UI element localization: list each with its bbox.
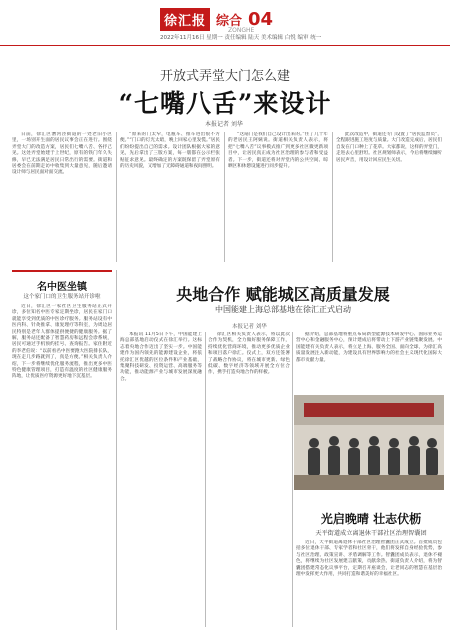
- column-divider: [116, 132, 117, 262]
- lead-kicker: 开放式弄堂大门怎么建: [159, 69, 290, 84]
- header-rule: [0, 45, 450, 46]
- column-divider: [292, 332, 293, 627]
- sidebar-subtitle: 这个家门口的卫生服务站开诊啦: [23, 294, 101, 300]
- middle-subtitle: 中国能建上海总部基地在徐汇正式启动: [215, 305, 351, 314]
- page-number: 04: [248, 8, 274, 30]
- lead-column-4: 此次改造中，街道还专门设置了“居民监督员”，全程跟进施工进度与质量。大门改造完成后，居民们自发在门口种上了花草。大家都说，这样的弄堂门，走进去心里舒坦。社区规划师表示，今后将继续倾听居民声音，用设计回应民生关切。: [336, 132, 442, 163]
- event-photo: [294, 395, 444, 490]
- lead-byline: 本报记者 刘华: [205, 121, 243, 128]
- section-badge: 徐汇报: [160, 8, 210, 31]
- column-divider: [116, 270, 117, 630]
- sidebar-headline: 名中医坐镇: [37, 282, 87, 293]
- section-small: ZONGHE: [228, 27, 255, 34]
- middle-column-2: 徐汇区相关负责人表示，将以此次合作为契机，全力做好服务保障工作，持续优化营商环境，推动更多优质企业和项目落户徐汇。仪式上，双方还签署了战略合作协议，将在城市更新、绿色低碳、数字经济等领域开展全方位合作，携手打造央地合作的样板。: [208, 332, 290, 376]
- event-photo-image: [294, 395, 444, 490]
- lead-column-1: 日前，徐汇区漕河泾街道的一处老旧小区里，一场别开生面的居民议事会正在进行。围绕弄堂大门的改造方案，居民们七嘴八舌、各抒己见。这处弄堂始建于上世纪，原有的铁门年久失修，早已无法满足居民日常出行的需要。街道和居委会在前期走访中收集到大量意见，随后邀请设计师与居民面对面交流。: [12, 132, 112, 176]
- lead-headline: “七嘴八舌”来设计: [118, 89, 332, 118]
- column-divider: [332, 132, 333, 262]
- dateline: 2022年11月16日 星期一 责任编辑 陆天 美术编辑 白悦 编审 统一: [160, 35, 322, 41]
- middle-byline: 本报记者 刘华: [232, 324, 267, 330]
- bottom-body: 近日，天平街道离退休干部社区治理智囊团正式成立。首批成员包括多位退休干部、专家学者和社区骨干，他们将发挥自身经验优势，参与社区治理、政策宣讲、矛盾调解等工作。智囊团成员表示，退休不褪色，将继续为社区发展建言献策，贡献余热。街道负责人介绍，将为智囊团搭建常态化议事平台，定期召开座谈会，让老同志的智慧在基层治理中发挥更大作用，共同打造和谐美好的幸福社区。: [296, 540, 442, 578]
- section-word: 综合: [216, 13, 243, 29]
- middle-headline: 央地合作 赋能城区高质量发展: [176, 285, 390, 304]
- lead-column-2: “原来的门太窄，电瓶车、推车进出很不方便。”“门口的灯光太暗，晚上回家心里发慌。”居民们纷纷提出自己的需求。设计团队根据大家的意见，先后拿出了三版方案，每一版都在公示栏张贴征求意见。最终确定的方案既保留了弄堂原有的历史风貌，又增加了无障碍通道和夜间照明。: [120, 132, 220, 170]
- middle-column-3: 据介绍，总部基地将重点布局新型能源技术研发中心、国际业务运营中心和金融服务中心，预计建成后将带动上下游产业链集聚发展。中国能建有关负责人表示，将立足上海、服务全国、面向全球，为徐汇高质量发展注入新动能，为建设具有世界影响力的社会主义现代化国际大都市贡献力量。: [296, 332, 442, 363]
- bottom-subtitle: 天平街道成立离退休干部社区治理智囊团: [315, 530, 427, 537]
- column-divider: [224, 132, 225, 262]
- sidebar-body: 近日，徐汇区一家社区卫生服务站正式开诊，多位知名中医专家定期坐诊，居民在家门口就能享受到优质的中医诊疗服务。服务站设有中医内科、针灸推拿、康复理疗等科室，为周边居民特别是老年人群体提供便捷的健康服务。据了解，服务站还配备了智慧药房和远程会诊系统，居民可通过手机预约挂号、查询报告。家住附近的李老伯说：“以前看名中医要跑大医院排长队，现在走几步路就到了，真是方便。”相关负责人介绍，下一步将继续优化服务流程，推出更多中医特色健康管理项目，打造有温度的社区健康服务阵地，让优质医疗资源更好地下沉基层。: [12, 304, 112, 380]
- middle-column-1: 本报讯 11月5日下午，中国能建上海总部基地启动仪式在徐汇举行。这标志着央地合作迈出了坚实一步。中国能建作为国内领先的能源建设企业，将依托徐汇区优越的区位条件和产业基础，集聚科技研发、投资运营、高端服务等功能，推动能源产业与城市发展深度融合。: [120, 332, 202, 382]
- lead-column-3: “这扇门是我们自己设计出来的。”住了几十年的老居民王阿姨说。街道相关负责人表示，将把“七嘴八舌”议事模式推广到更多社区微更新项目中，让居民真正成为社区治理的参与者和受益者。下一步，街道还将对弄堂内的公共空间、晾晒区和休憩设施进行同步提升。: [228, 132, 328, 170]
- bottom-headline: 光启晚晴 壮志伏枥: [320, 512, 422, 526]
- column-divider: [205, 332, 206, 627]
- masthead: [160, 8, 273, 30]
